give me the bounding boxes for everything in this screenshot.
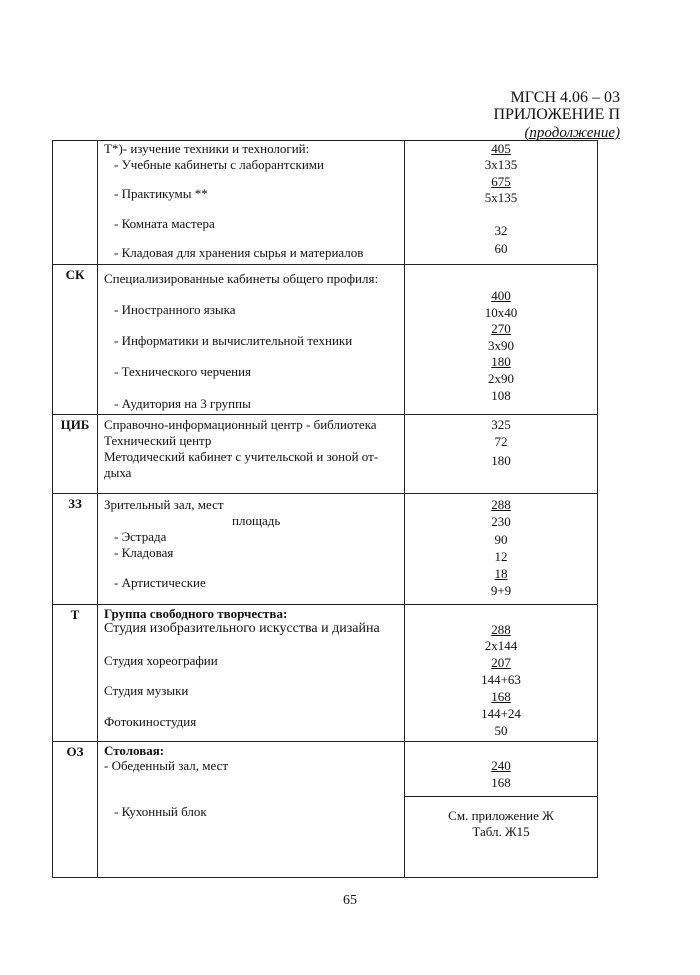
area-value: 180 [491, 354, 511, 369]
list-item: - Аудитория на 3 группы [114, 396, 251, 411]
row-heading: Столовая: [104, 743, 165, 758]
appendix-title: ПРИЛОЖЕНИЕ П [493, 106, 620, 123]
list-item: - Кладовая [114, 545, 174, 560]
area-breakdown: 3x90 [488, 338, 514, 353]
row-code: ОЗ [53, 742, 98, 878]
area-breakdown: 2x90 [488, 371, 514, 386]
table-row [53, 415, 598, 494]
area-value: 675 [491, 174, 511, 189]
continuation-label: (продолжение) [524, 125, 620, 141]
area-value: 207 [491, 655, 511, 670]
list-item: - Комната мастера [114, 216, 215, 231]
area-value: 400 [491, 288, 511, 303]
row-heading: Т*)- изучение техники и технологий: [104, 141, 310, 156]
document-code: МГСН 4.06 – 03 [510, 89, 620, 106]
list-item: - Учебные кабинеты с лаборантскими [114, 157, 324, 172]
list-item: Методический кабинет с учительской и зоной от- [104, 449, 379, 464]
area-breakdown: 3x135 [484, 157, 518, 172]
list-item: Фотокиностудия [104, 714, 197, 729]
table-row [53, 742, 598, 878]
area-value: 180 [491, 453, 511, 468]
table-row [53, 141, 598, 265]
area-value: 405 [491, 141, 511, 156]
premises-table [52, 140, 598, 878]
page-number: 65 [343, 893, 357, 908]
list-item: Студия хореографии [104, 653, 218, 668]
area-value: 18 [494, 566, 508, 581]
list-item: - Технического черчения [114, 364, 252, 379]
area-value: 240 [491, 758, 511, 773]
area-value: 288 [491, 497, 511, 512]
list-item: дыха [104, 465, 132, 480]
area-breakdown: 10x40 [484, 305, 518, 320]
list-item: Студия изобразительного искусства и дизайна [104, 621, 380, 636]
table-row [53, 605, 598, 742]
area-value: 168 [491, 775, 511, 790]
area-value: 32 [494, 223, 508, 238]
area-value: 90 [494, 532, 508, 547]
row-code: Т [53, 605, 98, 742]
list-item: - Обеденный зал, мест [104, 758, 229, 773]
area-value: 72 [494, 434, 508, 449]
row-code: ЗЗ [53, 494, 98, 605]
area-breakdown: 2x144 [484, 638, 518, 653]
area-value: 270 [491, 321, 511, 336]
list-item: Зрительный зал, мест [104, 497, 224, 512]
list-item: площадь [232, 513, 281, 528]
area-value: 168 [491, 689, 511, 704]
area-breakdown: 5x135 [484, 190, 518, 205]
reference-text: Табл. Ж15 [472, 824, 530, 839]
list-item: - Кладовая для хранения сырья и материалов [114, 245, 364, 260]
reference-text: См. приложение Ж [448, 808, 554, 823]
area-value: 60 [494, 241, 508, 256]
row-code: ЦИБ [53, 415, 98, 494]
area-value: 108 [491, 388, 511, 403]
list-item: - Информатики и вычислительной техники [114, 333, 353, 348]
list-item: - Практикумы ** [114, 186, 208, 201]
table-row [53, 494, 598, 605]
list-item: Справочно-информационный центр - библиотека [104, 417, 377, 432]
row-code: СК [53, 265, 98, 415]
area-breakdown: 9+9 [490, 583, 512, 598]
area-breakdown: 144+24 [481, 706, 521, 721]
list-item: Технический центр [104, 433, 212, 448]
cell-divider [405, 796, 597, 797]
list-item: - Иностранного языка [114, 302, 236, 317]
list-item: - Артистические [114, 575, 206, 590]
row-heading: Специализированные кабинеты общего профиля: [104, 271, 379, 286]
area-value: 12 [494, 549, 508, 564]
row-heading: Группа свободного творчества: [104, 606, 288, 621]
list-item: Студия музыки [104, 683, 189, 698]
list-item: - Эстрада [114, 529, 167, 544]
area-value: 50 [494, 723, 508, 738]
list-item: - Кухонный блок [114, 804, 207, 819]
area-breakdown: 144+63 [481, 672, 521, 687]
area-value: 230 [491, 514, 511, 529]
area-value: 325 [491, 417, 511, 432]
row-code [53, 141, 98, 265]
table-row [53, 265, 598, 415]
area-value: 288 [491, 622, 511, 637]
